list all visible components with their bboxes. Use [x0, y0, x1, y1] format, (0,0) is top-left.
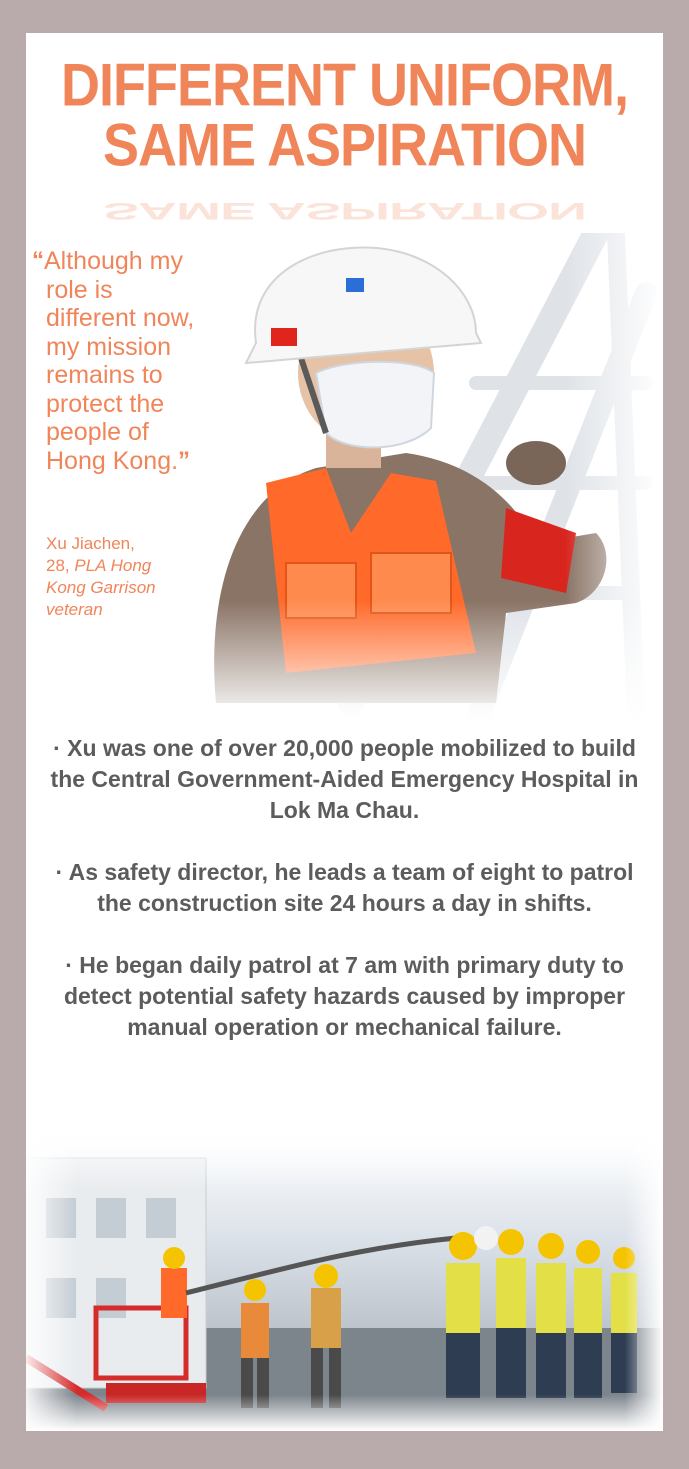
- fact-item: · As safety director, he leads a team of eight to patrol the construction site 24 hours a day in shifts.: [55, 859, 634, 916]
- fact-item: · Xu was one of over 20,000 people mobilized to build the Central Government-Aided Emergency Hospital in Lok Ma Chau.: [50, 735, 639, 823]
- attribution-role: PLA Hong Kong Garrison veteran: [46, 556, 156, 619]
- attribution-name: Xu Jiachen,: [46, 534, 135, 553]
- infographic-card: [26, 33, 663, 1431]
- pull-quote: [32, 247, 202, 475]
- attribution-age: 28,: [46, 556, 70, 575]
- fact-list: [26, 733, 663, 1074]
- construction-crew-photo: [26, 1128, 663, 1431]
- quote-text: Although my role is different now, my mission remains to protect the people of Hong Kong.: [44, 247, 195, 475]
- title-line-1: DIFFERENT UNIFORM,: [61, 51, 628, 119]
- title-line-2: SAME ASPIRATION: [102, 111, 587, 179]
- fact-item: · He began daily patrol at 7 am with primary duty to detect potential safety hazards caused by improper manual operation or mechanical failure.: [63, 952, 626, 1040]
- title-reflection: SAME ASPIRATION: [102, 197, 587, 225]
- close-quote-mark: ”: [178, 446, 191, 474]
- worker-photo: [176, 233, 663, 723]
- quote-attribution: [46, 533, 156, 621]
- open-quote-mark: “: [32, 247, 44, 274]
